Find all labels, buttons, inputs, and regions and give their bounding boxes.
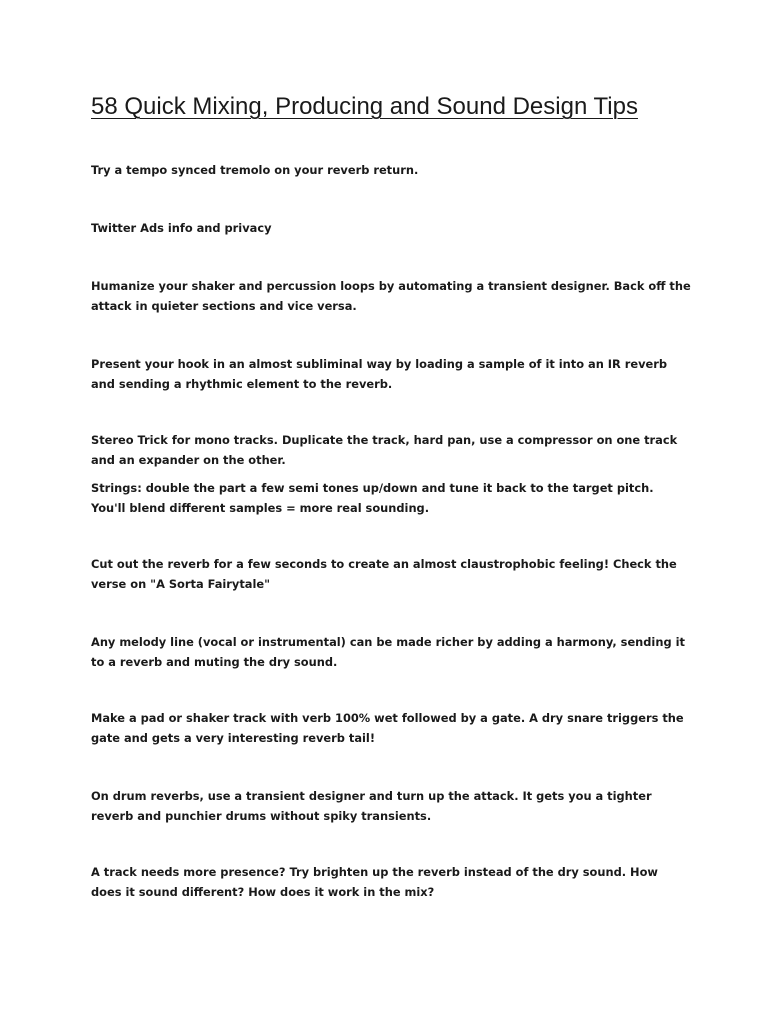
tip-paragraph: Make a pad or shaker track with verb 100% wet followed by a gate. A dry snare triggers the gate and gets a very interesting reverb tail! [91, 711, 684, 745]
tip-paragraph: Humanize your shaker and percussion loops by automating a transient designer. Back off the attack in quieter sections and vice versa. [91, 279, 691, 313]
tip-paragraph: Cut out the reverb for a few seconds to create an almost claustrophobic feeling! Check the verse on "A Sorta Fairytale" [91, 557, 677, 591]
tip-paragraph: Strings: double the part a few semi tones up/down and tune it back to the target pitch. You'll blend different samples = more real sounding. [91, 481, 654, 515]
tip-paragraph: Present your hook in an almost subliminal way by loading a sample of it into an IR reverb and sending a rhythmic element to the reverb. [91, 357, 668, 391]
tip-paragraph: Any melody line (vocal or instrumental) can be made richer by adding a harmony, sending it to a reverb and muting the dry sound. [91, 635, 685, 669]
document-title: 58 Quick Mixing, Producing and Sound Design Tips [91, 93, 638, 120]
tip-paragraph: Try a tempo synced tremolo on your reverb return. [91, 163, 419, 177]
tip-paragraph: Twitter Ads info and privacy [91, 221, 272, 235]
tip-paragraph: On drum reverbs, use a transient designer and turn up the attack. It gets you a tighter reverb and punchier drums without spiky transients. [91, 789, 652, 823]
tip-paragraph: Stereo Trick for mono tracks. Duplicate the track, hard pan, use a compressor on one track and an expander on the other. [91, 433, 678, 467]
tip-paragraph: A track needs more presence? Try brighten up the reverb instead of the dry sound. How does it sound different? How does it work in the mix? [91, 865, 658, 899]
